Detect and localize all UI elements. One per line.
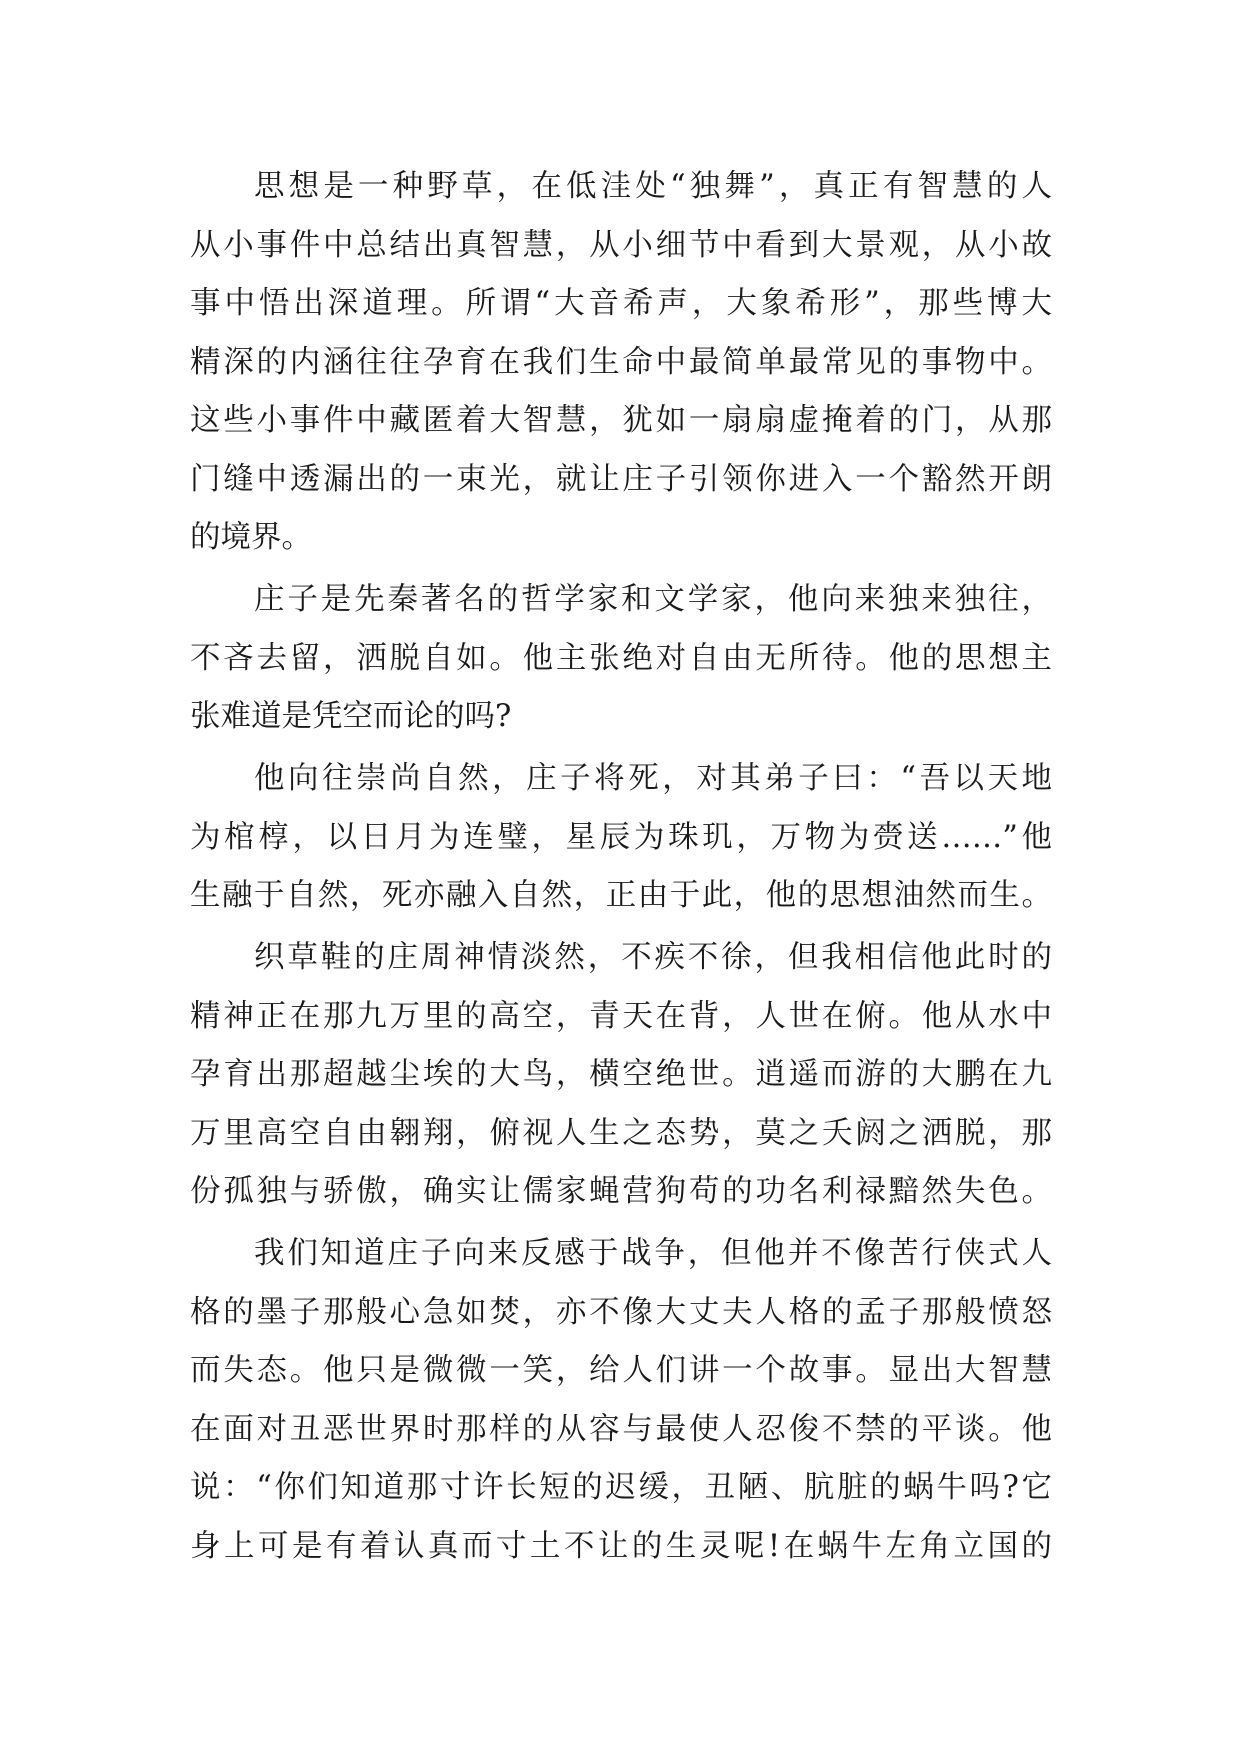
text-line: 织草鞋的庄周神情淡然，不疾不徐，但我相信他此时的: [254, 940, 1052, 975]
paragraph: [190, 158, 1052, 568]
text-line: 格的墨子那般心急如焚，亦不像大丈夫人格的孟子那般愤怒: [190, 1294, 1052, 1330]
text-line: 精神正在那九万里的高空，青天在背，人世在俯。他从水中: [190, 998, 1052, 1034]
text-line: 这些小事件中藏匿着大智慧，犹如一扇扇虚掩着的门，从那: [190, 403, 1052, 438]
text-line: 门缝中透漏出的一束光，就让庄子引领你进入一个豁然开朗: [190, 461, 1052, 497]
paragraph: [190, 571, 1052, 747]
text-line: 生融于自然，死亦融入自然，正由于此，他的思想油然而生。: [190, 878, 1052, 913]
text-line: 万里高空自由翱翔，俯视人生之态势，莫之夭阏之洒脱，那: [190, 1115, 1052, 1151]
text-line: 份孤独与骄傲，确实让儒家蝇营狗苟的功名利禄黯然失色。: [190, 1174, 1052, 1209]
paragraph: [190, 750, 1052, 926]
text-line: 他向往崇尚自然，庄子将死，对其弟子曰：“吾以天地: [254, 761, 1052, 796]
text-line: 从小事件中总结出真智慧，从小细节中看到大景观，从小故: [190, 227, 1052, 263]
text-line: 我们知道庄子向来反感于战争，但他并不像苦行侠式人: [254, 1236, 1052, 1271]
text-line: 为棺椁，以日月为连璧，星辰为珠玑，万物为赍送……”他: [190, 819, 1052, 855]
text-line: 思想是一种野草，在低洼处“独舞”，真正有智慧的人: [254, 169, 1052, 204]
text-line: 张难道是凭空而论的吗?: [190, 699, 512, 734]
text-line: 孕育出那超越尘埃的大鸟，横空绝世。逍遥而游的大鹏在九: [190, 1057, 1052, 1092]
text-line: 事中悟出深道理。所谓“大音希声，大象希形”，那些博大: [190, 286, 1052, 321]
text-line: 在面对丑恶世界时那样的从容与最使人忍俊不禁的平谈。他: [190, 1411, 1052, 1447]
text-line: 而失态。他只是微微一笑，给人们讲一个故事。显出大智慧: [190, 1353, 1052, 1388]
text-line: 身上可是有着认真而寸土不让的生灵呢!在蜗牛左角立国的: [190, 1528, 1052, 1564]
text-line: 庄子是先秦著名的哲学家和文学家，他向来独来独往，: [254, 582, 1052, 617]
text-line: 的境界。: [190, 520, 312, 555]
paragraph: [190, 1225, 1052, 1576]
text-line: 精深的内涵往往孕育在我们生命中最简单最常见的事物中。: [190, 344, 1052, 380]
paragraph: [190, 929, 1052, 1222]
text-line: 说：“你们知道那寸许长短的迟缓，丑陋、肮脏的蜗牛吗?它: [190, 1470, 1052, 1505]
text-line: 不吝去留，洒脱自如。他主张绝对自由无所待。他的思想主: [190, 640, 1052, 676]
document-body: [190, 158, 1052, 1576]
